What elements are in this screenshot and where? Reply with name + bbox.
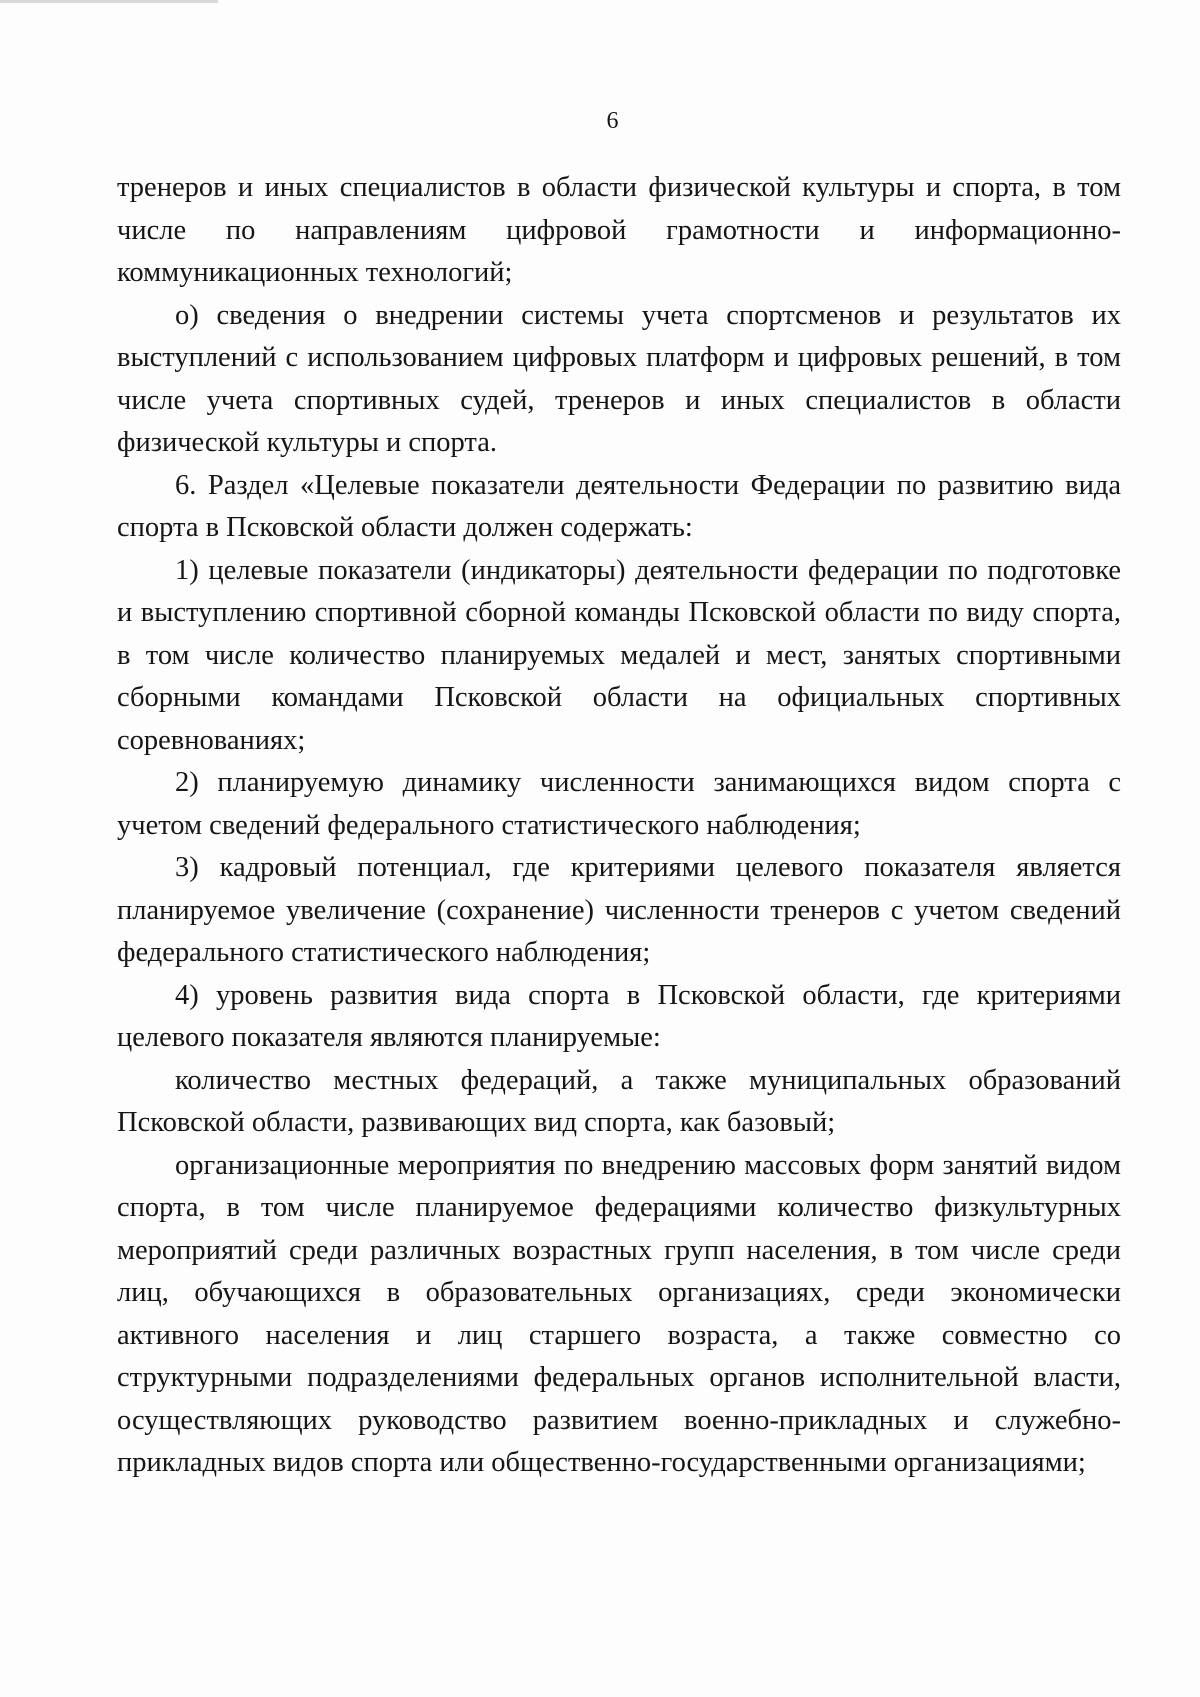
paragraph-local-federations: количество местных федераций, а также муниципальных образований Псковской области, развивающих вид спорта, как базовый;: [117, 1064, 1121, 1138]
paragraph-item-o: о) сведения о внедрении системы учета спортсменов и результатов их выступлений с использованием цифровых платформ и цифровых решений, в том числе учета спортивных судей, тренеров и иных специалистов в области физической культуры и спорта.: [117, 299, 1121, 458]
paragraph-item-4: 4) уровень развития вида спорта в Псковской области, где критериями целевого показателя являются планируемые:: [117, 979, 1121, 1053]
page-number: 6: [606, 108, 619, 134]
scan-edge: [0, 0, 218, 3]
paragraph-continuation: тренеров и иных специалистов в области физической культуры и спорта, в том числе по направлениям цифровой грамотности и информационно-коммуникационных технологий;: [117, 172, 1121, 288]
paragraph-section-6: 6. Раздел «Целевые показатели деятельности Федерации по развитию вида спорта в Псковской области должен содержать:: [117, 469, 1121, 543]
paragraph-item-2: 2) планируемую динамику численности занимающихся видом спорта с учетом сведений федерального статистического наблюдения;: [117, 767, 1121, 841]
paragraph-item-3: 3) кадровый потенциал, где критериями целевого показателя является планируемое увеличение (сохранение) численности тренеров с учетом сведений федерального статистического наблюдения;: [117, 852, 1121, 968]
paragraph-organizational-events: организационные мероприятия по внедрению массовых форм занятий видом спорта, в том числе планируемое федерациями количество физкультурных мероприятий среди различных возрастных групп населения, в том числе среди лиц, обучающихся в образовательных организациях, среди экономически активного населения и лиц старшего возраста, а также совместно со структурными подразделениями федеральных органов исполнительной власти, осуществляющих руководство развитием военно-прикладных и служебно-прикладных видов спорта или общественно-государственными организациями;: [117, 1149, 1121, 1478]
document-body: [117, 167, 1121, 1485]
paragraph-item-1: 1) целевые показатели (индикаторы) деятельности федерации по подготовке и выступлению спортивной сборной команды Псковской области по виду спорта, в том числе количество планируемых медалей и мест, занятых спортивными сборными командами Псковской области на официальных спортивных соревнованиях;: [117, 554, 1121, 756]
